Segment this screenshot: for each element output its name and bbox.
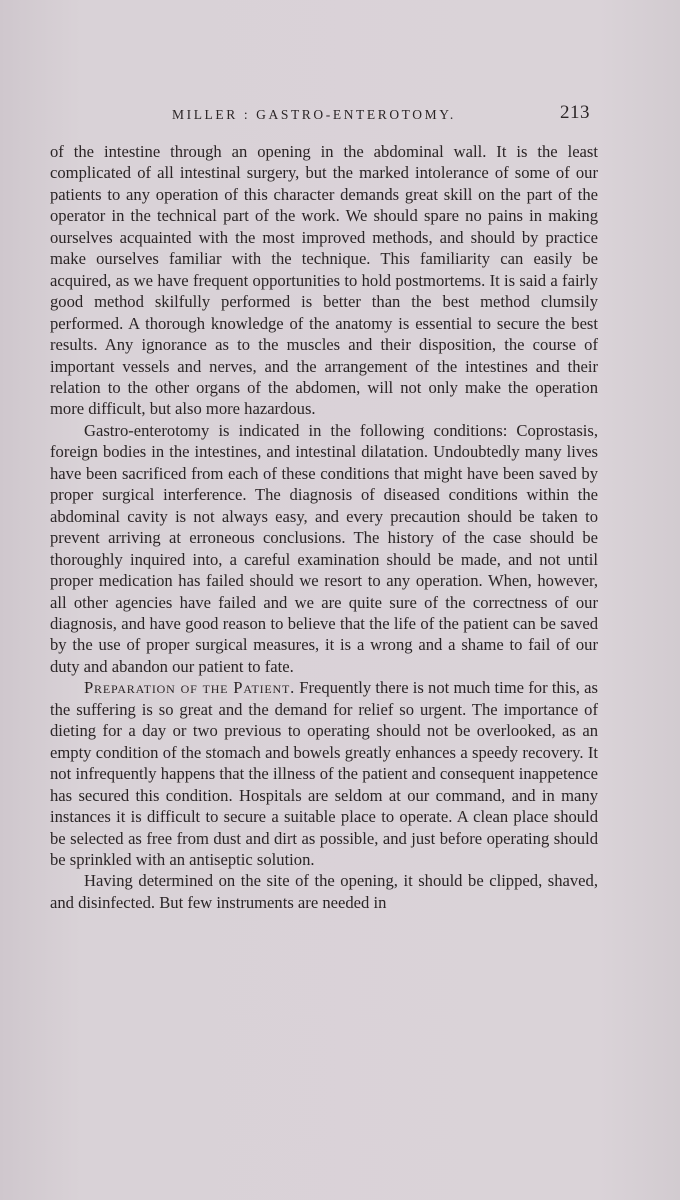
- paragraph-site: [50, 870, 598, 913]
- running-head: [0, 102, 680, 126]
- paragraph-indications: [50, 420, 598, 677]
- paragraph-text: Gastro-enterotomy is indicated in the following conditions: Coprostasis, foreign bodies in the intestines, and intestinal dilatation. Undoubtedly many lives have been sacrificed from each of these conditions that might have been saved by proper surgical interference. The diagnosis of diseased conditions within the abdominal cavity is not always easy, and every precaution should be taken to prevent arriving at erroneous conclusions. The history of the case should be thoroughly inquired into, a careful examination should be made, and not until proper medication has failed should we resort to any operation. When, however, all other agencies have failed and we are quite sure of the correctness of our diagnosis, and have good reason to believe that the life of the patient can be saved by the use of proper surgical measures, it is a wrong and a shame to fail of our duty and abandon our patient to fate.: [50, 420, 598, 676]
- paragraph-preparation: [50, 677, 598, 870]
- paragraph-continuation: [50, 141, 598, 420]
- paragraph-text: of the intestine through an opening in the abdominal wall. It is the least complicated of all intestinal surgery, but the marked intolerance of some of our patients to any operation of this character demands great skill on the part of the operator in the technical part of the work. We should spare no pains in making ourselves acquainted with the most improved methods, and should by practice make ourselves familiar with the technique. This familiarity can easily be acquired, as we have frequent opportunities to hold postmortems. It is said a fairly good method skilfully performed is better than the best method clumsily performed. A thorough knowledge of the anatomy is essential to secure the best results. Any ignorance as to the muscles and their disposition, the course of important vessels and nerves, and the arrangement of the intestines and their relation to the other organs of the abdomen, will not only make the operation more difficult, but also more hazardous.: [50, 142, 598, 419]
- paragraph-text: Frequently there is not much time for this, as the suffering is so great and the demand for relief so urgent. The importance of dieting for a day or two previous to operating should not be overlooked, as an empty condition of the stomach and bowels greatly enhances a speedy recovery. It not infrequently happens that the illness of the patient and consequent inappetence has secured this condition. Hospitals are seldom at our command, and in many instances it is difficult to secure a suitable place to operate. A clean place should be selected as free from dust and dirt as possible, and just before operating should be sprinkled with an antiseptic solution.: [50, 678, 598, 869]
- page-number: 213: [560, 102, 590, 123]
- running-title: MILLER : GASTRO-ENTEROTOMY.: [172, 107, 456, 122]
- paragraph-text: Having determined on the site of the opening, it should be clipped, shaved, and disinfected. But few instruments are needed in: [50, 871, 598, 912]
- section-heading: Preparation of the Patient.: [84, 678, 296, 698]
- body-text: [50, 141, 598, 913]
